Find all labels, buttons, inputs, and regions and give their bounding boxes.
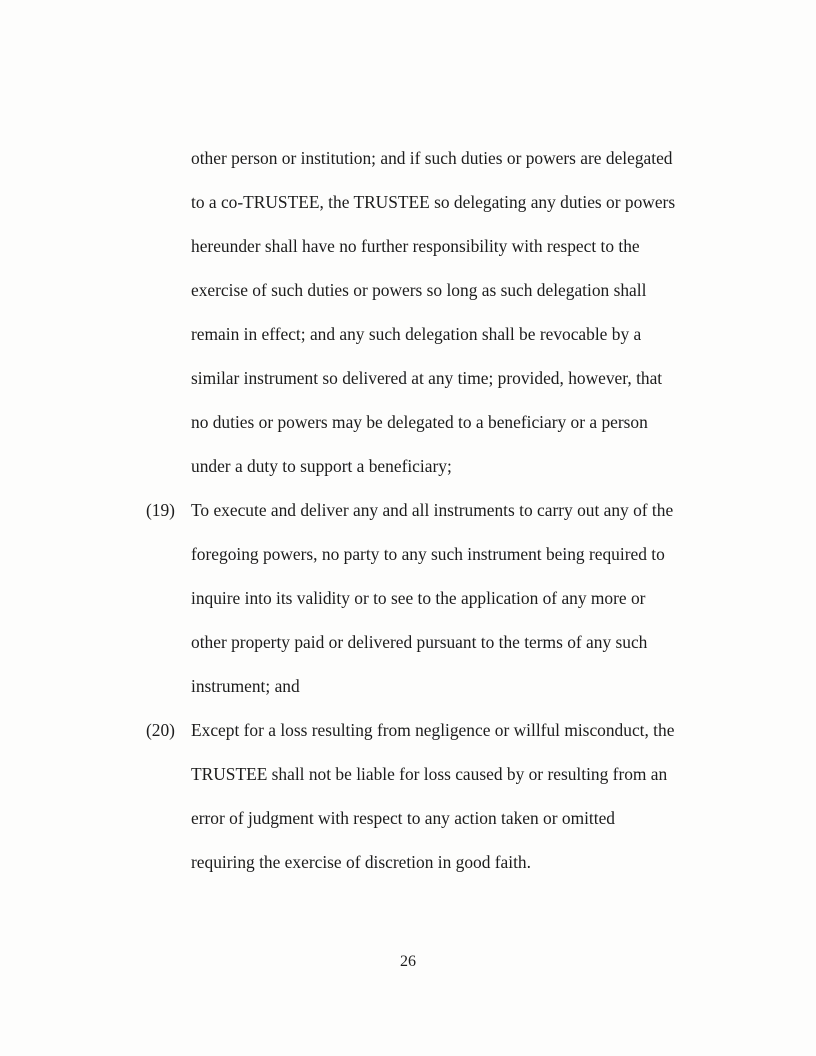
text-line: exercise of such duties or powers so long as such delegation shall — [191, 280, 647, 300]
text-line: TRUSTEE shall not be liable for loss caused by or resulting from an — [191, 764, 668, 784]
item-number: (20) — [146, 720, 175, 740]
text-line: to a co-TRUSTEE, the TRUSTEE so delegating any duties or powers — [191, 192, 676, 212]
text-line: remain in effect; and any such delegation shall be revocable by a — [191, 324, 642, 344]
text-line: under a duty to support a beneficiary; — [191, 456, 452, 476]
text-line: requiring the exercise of discretion in good faith. — [191, 852, 531, 872]
item-number: (19) — [146, 500, 175, 520]
text-line: foregoing powers, no party to any such instrument being required to — [191, 544, 665, 564]
text-line: similar instrument so delivered at any time; provided, however, that — [191, 368, 663, 388]
text-line: inquire into its validity or to see to the application of any more or — [191, 588, 646, 608]
text-line: error of judgment with respect to any action taken or omitted — [191, 808, 616, 828]
text-line: hereunder shall have no further responsibility with respect to the — [191, 236, 640, 256]
text-line: other property paid or delivered pursuant to the terms of any such — [191, 632, 648, 652]
text-line: Except for a loss resulting from negligence or willful misconduct, the — [191, 720, 675, 740]
page-number: 26 — [400, 953, 416, 970]
text-line: other person or institution; and if such duties or powers are delegated — [191, 148, 673, 168]
text-line: instrument; and — [191, 676, 300, 696]
text-line: To execute and deliver any and all instruments to carry out any of the — [191, 500, 674, 520]
text-line: no duties or powers may be delegated to a beneficiary or a person — [191, 412, 648, 432]
